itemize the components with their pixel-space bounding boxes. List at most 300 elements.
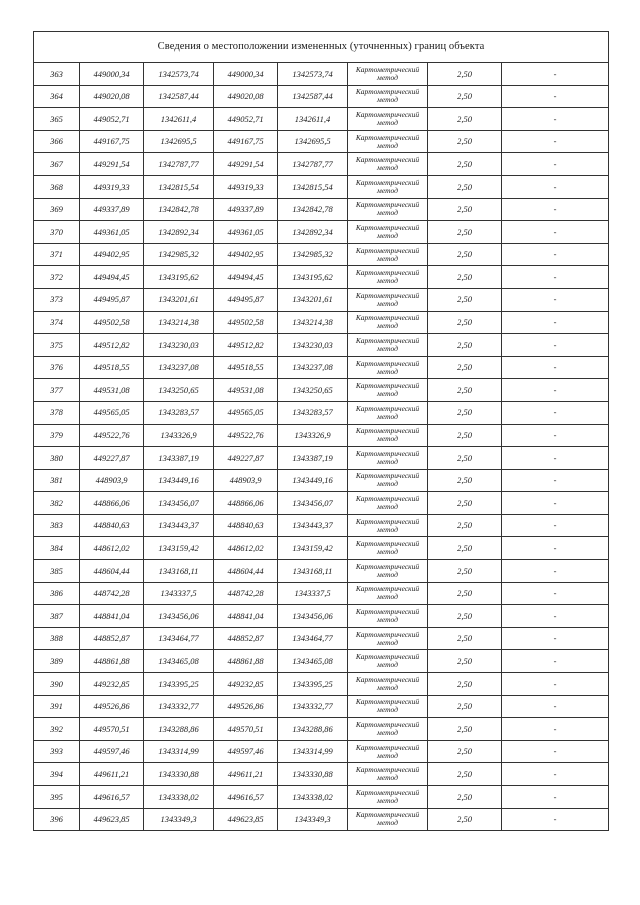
cell-x-existing: 449000,34 — [80, 63, 144, 86]
cell-note: - — [502, 356, 609, 379]
cell-accuracy: 2,50 — [428, 356, 502, 379]
cell-y-existing: 1343349,3 — [144, 808, 214, 831]
cell-accuracy: 2,50 — [428, 560, 502, 583]
table-row — [34, 718, 609, 741]
cell-x-existing: 449531,08 — [80, 379, 144, 402]
cell-accuracy: 2,50 — [428, 288, 502, 311]
cell-y-existing: 1343464,77 — [144, 627, 214, 650]
cell-accuracy: 2,50 — [428, 130, 502, 153]
cell-note: - — [502, 808, 609, 831]
cell-x-existing: 449616,57 — [80, 786, 144, 809]
cell-method: Картометрический метод — [348, 379, 428, 402]
cell-accuracy: 2,50 — [428, 492, 502, 515]
cell-note: - — [502, 582, 609, 605]
cell-point-number: 393 — [34, 740, 80, 763]
cell-y-existing: 1343288,86 — [144, 718, 214, 741]
table-row — [34, 379, 609, 402]
cell-note: - — [502, 447, 609, 470]
cell-note: - — [502, 175, 609, 198]
table-title: Сведения о местоположении измененных (уточненных) границ объекта — [34, 32, 609, 63]
cell-point-number: 363 — [34, 63, 80, 86]
cell-x-existing: 449232,85 — [80, 673, 144, 696]
table-row — [34, 266, 609, 289]
cell-y-new: 1343387,19 — [278, 447, 348, 470]
cell-y-existing: 1343159,42 — [144, 537, 214, 560]
table-row — [34, 243, 609, 266]
document-page — [33, 31, 608, 831]
cell-y-existing: 1343456,06 — [144, 605, 214, 628]
cell-note: - — [502, 786, 609, 809]
cell-y-existing: 1343449,16 — [144, 469, 214, 492]
cell-note: - — [502, 130, 609, 153]
cell-accuracy: 2,50 — [428, 537, 502, 560]
cell-note: - — [502, 63, 609, 86]
cell-method: Картометрический метод — [348, 356, 428, 379]
cell-accuracy: 2,50 — [428, 221, 502, 244]
cell-point-number: 389 — [34, 650, 80, 673]
cell-y-new: 1342892,34 — [278, 221, 348, 244]
cell-x-existing: 448840,63 — [80, 514, 144, 537]
cell-point-number: 383 — [34, 514, 80, 537]
cell-method: Картометрический метод — [348, 85, 428, 108]
cell-y-new: 1343456,07 — [278, 492, 348, 515]
cell-y-new: 1343349,3 — [278, 808, 348, 831]
cell-y-new: 1343332,77 — [278, 695, 348, 718]
cell-note: - — [502, 537, 609, 560]
cell-y-new: 1342611,4 — [278, 108, 348, 131]
cell-point-number: 367 — [34, 153, 80, 176]
cell-y-new: 1343443,37 — [278, 514, 348, 537]
cell-y-new: 1343395,25 — [278, 673, 348, 696]
cell-method: Картометрический метод — [348, 334, 428, 357]
cell-x-existing: 449319,33 — [80, 175, 144, 198]
cell-point-number: 396 — [34, 808, 80, 831]
cell-x-existing: 449522,76 — [80, 424, 144, 447]
table-row — [34, 740, 609, 763]
cell-x-new: 449502,58 — [214, 311, 278, 334]
cell-accuracy: 2,50 — [428, 424, 502, 447]
cell-x-existing: 449565,05 — [80, 401, 144, 424]
cell-point-number: 373 — [34, 288, 80, 311]
table-row — [34, 673, 609, 696]
table-row — [34, 288, 609, 311]
cell-accuracy: 2,50 — [428, 582, 502, 605]
cell-accuracy: 2,50 — [428, 334, 502, 357]
cell-x-existing: 449402,95 — [80, 243, 144, 266]
cell-note: - — [502, 153, 609, 176]
cell-x-existing: 449495,87 — [80, 288, 144, 311]
cell-x-new: 449526,86 — [214, 695, 278, 718]
cell-method: Картометрический метод — [348, 130, 428, 153]
cell-method: Картометрический метод — [348, 740, 428, 763]
cell-method: Картометрический метод — [348, 243, 428, 266]
cell-point-number: 387 — [34, 605, 80, 628]
cell-accuracy: 2,50 — [428, 627, 502, 650]
table-row — [34, 447, 609, 470]
cell-y-existing: 1343387,19 — [144, 447, 214, 470]
cell-y-new: 1343237,08 — [278, 356, 348, 379]
cell-note: - — [502, 424, 609, 447]
cell-accuracy: 2,50 — [428, 514, 502, 537]
cell-note: - — [502, 334, 609, 357]
cell-accuracy: 2,50 — [428, 447, 502, 470]
cell-y-existing: 1343201,61 — [144, 288, 214, 311]
cell-y-new: 1343330,88 — [278, 763, 348, 786]
table-row — [34, 560, 609, 583]
cell-y-existing: 1342787,77 — [144, 153, 214, 176]
cell-x-existing: 449623,85 — [80, 808, 144, 831]
cell-point-number: 378 — [34, 401, 80, 424]
cell-point-number: 392 — [34, 718, 80, 741]
cell-y-existing: 1342587,44 — [144, 85, 214, 108]
cell-point-number: 390 — [34, 673, 80, 696]
cell-note: - — [502, 243, 609, 266]
table-row — [34, 763, 609, 786]
cell-method: Картометрический метод — [348, 266, 428, 289]
cell-point-number: 372 — [34, 266, 80, 289]
cell-x-new: 449000,34 — [214, 63, 278, 86]
cell-accuracy: 2,50 — [428, 85, 502, 108]
cell-method: Картометрический метод — [348, 311, 428, 334]
cell-x-existing: 449518,55 — [80, 356, 144, 379]
cell-y-new: 1343283,57 — [278, 401, 348, 424]
table-row — [34, 63, 609, 86]
cell-method: Картометрический метод — [348, 718, 428, 741]
cell-method: Картометрический метод — [348, 808, 428, 831]
cell-point-number: 388 — [34, 627, 80, 650]
cell-y-existing: 1343395,25 — [144, 673, 214, 696]
cell-y-new: 1343214,38 — [278, 311, 348, 334]
cell-x-new: 449402,95 — [214, 243, 278, 266]
cell-point-number: 386 — [34, 582, 80, 605]
cell-x-existing: 448852,87 — [80, 627, 144, 650]
cell-accuracy: 2,50 — [428, 605, 502, 628]
cell-x-new: 449623,85 — [214, 808, 278, 831]
cell-method: Картометрический метод — [348, 221, 428, 244]
cell-accuracy: 2,50 — [428, 175, 502, 198]
cell-x-existing: 449337,89 — [80, 198, 144, 221]
cell-x-new: 449611,21 — [214, 763, 278, 786]
cell-x-existing: 449570,51 — [80, 718, 144, 741]
cell-x-existing: 449291,54 — [80, 153, 144, 176]
cell-y-new: 1342985,32 — [278, 243, 348, 266]
cell-accuracy: 2,50 — [428, 740, 502, 763]
table-row — [34, 582, 609, 605]
cell-method: Картометрический метод — [348, 627, 428, 650]
cell-point-number: 364 — [34, 85, 80, 108]
cell-y-new: 1343465,08 — [278, 650, 348, 673]
cell-x-new: 448841,04 — [214, 605, 278, 628]
cell-y-new: 1343195,62 — [278, 266, 348, 289]
cell-y-new: 1342573,74 — [278, 63, 348, 86]
cell-method: Картометрический метод — [348, 605, 428, 628]
cell-method: Картометрический метод — [348, 492, 428, 515]
cell-y-existing: 1343168,11 — [144, 560, 214, 583]
cell-point-number: 377 — [34, 379, 80, 402]
cell-point-number: 370 — [34, 221, 80, 244]
cell-y-existing: 1342611,4 — [144, 108, 214, 131]
cell-method: Картометрический метод — [348, 695, 428, 718]
cell-x-new: 449291,54 — [214, 153, 278, 176]
cell-y-existing: 1343214,38 — [144, 311, 214, 334]
cell-note: - — [502, 627, 609, 650]
table-row — [34, 627, 609, 650]
cell-y-new: 1343338,02 — [278, 786, 348, 809]
cell-note: - — [502, 718, 609, 741]
table-row — [34, 650, 609, 673]
cell-y-new: 1343201,61 — [278, 288, 348, 311]
cell-x-new: 448903,9 — [214, 469, 278, 492]
cell-x-existing: 449227,87 — [80, 447, 144, 470]
cell-accuracy: 2,50 — [428, 401, 502, 424]
cell-y-new: 1342587,44 — [278, 85, 348, 108]
cell-method: Картометрический метод — [348, 108, 428, 131]
cell-accuracy: 2,50 — [428, 763, 502, 786]
cell-x-existing: 449361,05 — [80, 221, 144, 244]
cell-note: - — [502, 221, 609, 244]
cell-x-existing: 449020,08 — [80, 85, 144, 108]
cell-accuracy: 2,50 — [428, 673, 502, 696]
cell-x-existing: 448903,9 — [80, 469, 144, 492]
cell-x-new: 449570,51 — [214, 718, 278, 741]
cell-x-existing: 449494,45 — [80, 266, 144, 289]
table-row — [34, 108, 609, 131]
cell-y-new: 1343337,5 — [278, 582, 348, 605]
cell-method: Картометрический метод — [348, 288, 428, 311]
cell-note: - — [502, 379, 609, 402]
cell-y-existing: 1343337,5 — [144, 582, 214, 605]
cell-y-new: 1343326,9 — [278, 424, 348, 447]
cell-point-number: 374 — [34, 311, 80, 334]
table-title-row — [34, 32, 609, 63]
cell-y-existing: 1342573,74 — [144, 63, 214, 86]
table-row — [34, 401, 609, 424]
cell-x-existing: 449611,21 — [80, 763, 144, 786]
cell-accuracy: 2,50 — [428, 808, 502, 831]
cell-note: - — [502, 560, 609, 583]
table-row — [34, 605, 609, 628]
cell-x-new: 449616,57 — [214, 786, 278, 809]
cell-point-number: 384 — [34, 537, 80, 560]
cell-x-existing: 449597,46 — [80, 740, 144, 763]
cell-point-number: 385 — [34, 560, 80, 583]
cell-note: - — [502, 401, 609, 424]
table-row — [34, 311, 609, 334]
cell-method: Картометрический метод — [348, 424, 428, 447]
cell-x-new: 449494,45 — [214, 266, 278, 289]
cell-point-number: 365 — [34, 108, 80, 131]
cell-note: - — [502, 85, 609, 108]
cell-y-existing: 1343338,02 — [144, 786, 214, 809]
cell-point-number: 381 — [34, 469, 80, 492]
cell-method: Картометрический метод — [348, 673, 428, 696]
table-row — [34, 85, 609, 108]
cell-y-new: 1343288,86 — [278, 718, 348, 741]
cell-x-existing: 449526,86 — [80, 695, 144, 718]
table-row — [34, 198, 609, 221]
cell-x-new: 449495,87 — [214, 288, 278, 311]
cell-x-new: 449227,87 — [214, 447, 278, 470]
cell-x-existing: 448612,02 — [80, 537, 144, 560]
cell-method: Картометрический метод — [348, 560, 428, 583]
cell-x-new: 449597,46 — [214, 740, 278, 763]
cell-y-existing: 1343230,03 — [144, 334, 214, 357]
cell-point-number: 369 — [34, 198, 80, 221]
cell-y-new: 1343449,16 — [278, 469, 348, 492]
cell-x-new: 449319,33 — [214, 175, 278, 198]
table-row — [34, 786, 609, 809]
cell-method: Картометрический метод — [348, 582, 428, 605]
table-row — [34, 808, 609, 831]
cell-method: Картометрический метод — [348, 175, 428, 198]
cell-y-existing: 1342815,54 — [144, 175, 214, 198]
cell-method: Картометрический метод — [348, 401, 428, 424]
table-row — [34, 356, 609, 379]
cell-point-number: 380 — [34, 447, 80, 470]
cell-accuracy: 2,50 — [428, 266, 502, 289]
cell-x-new: 448742,28 — [214, 582, 278, 605]
cell-point-number: 366 — [34, 130, 80, 153]
table-row — [34, 695, 609, 718]
cell-note: - — [502, 198, 609, 221]
cell-x-existing: 448604,44 — [80, 560, 144, 583]
boundary-coordinates-table — [33, 31, 609, 831]
cell-note: - — [502, 311, 609, 334]
cell-note: - — [502, 514, 609, 537]
cell-y-existing: 1343326,9 — [144, 424, 214, 447]
cell-accuracy: 2,50 — [428, 63, 502, 86]
cell-note: - — [502, 492, 609, 515]
cell-x-existing: 448866,06 — [80, 492, 144, 515]
table-row — [34, 514, 609, 537]
cell-accuracy: 2,50 — [428, 198, 502, 221]
cell-x-new: 448840,63 — [214, 514, 278, 537]
cell-y-new: 1343168,11 — [278, 560, 348, 583]
cell-y-existing: 1343250,65 — [144, 379, 214, 402]
cell-accuracy: 2,50 — [428, 153, 502, 176]
cell-y-new: 1342695,5 — [278, 130, 348, 153]
cell-x-new: 449565,05 — [214, 401, 278, 424]
cell-y-existing: 1343330,88 — [144, 763, 214, 786]
cell-y-new: 1343159,42 — [278, 537, 348, 560]
cell-point-number: 395 — [34, 786, 80, 809]
cell-y-existing: 1342695,5 — [144, 130, 214, 153]
table-row — [34, 175, 609, 198]
cell-x-new: 449531,08 — [214, 379, 278, 402]
cell-x-existing: 449512,82 — [80, 334, 144, 357]
cell-method: Картометрический метод — [348, 198, 428, 221]
cell-note: - — [502, 266, 609, 289]
table-row — [34, 130, 609, 153]
table-row — [34, 492, 609, 515]
cell-method: Картометрический метод — [348, 763, 428, 786]
cell-method: Картометрический метод — [348, 514, 428, 537]
cell-accuracy: 2,50 — [428, 650, 502, 673]
cell-y-existing: 1342985,32 — [144, 243, 214, 266]
table-row — [34, 221, 609, 244]
cell-y-new: 1343230,03 — [278, 334, 348, 357]
cell-x-existing: 448742,28 — [80, 582, 144, 605]
cell-point-number: 391 — [34, 695, 80, 718]
cell-x-existing: 449167,75 — [80, 130, 144, 153]
cell-point-number: 368 — [34, 175, 80, 198]
cell-y-existing: 1343332,77 — [144, 695, 214, 718]
cell-point-number: 376 — [34, 356, 80, 379]
cell-x-new: 449337,89 — [214, 198, 278, 221]
cell-y-existing: 1343237,08 — [144, 356, 214, 379]
cell-point-number: 375 — [34, 334, 80, 357]
cell-method: Картометрический метод — [348, 153, 428, 176]
cell-method: Картометрический метод — [348, 786, 428, 809]
cell-y-new: 1343456,06 — [278, 605, 348, 628]
cell-accuracy: 2,50 — [428, 718, 502, 741]
cell-x-existing: 448861,88 — [80, 650, 144, 673]
cell-x-new: 449020,08 — [214, 85, 278, 108]
cell-note: - — [502, 740, 609, 763]
cell-point-number: 379 — [34, 424, 80, 447]
cell-x-new: 449232,85 — [214, 673, 278, 696]
table-row — [34, 469, 609, 492]
cell-x-existing: 449052,71 — [80, 108, 144, 131]
cell-accuracy: 2,50 — [428, 243, 502, 266]
cell-method: Картометрический метод — [348, 537, 428, 560]
cell-y-new: 1343464,77 — [278, 627, 348, 650]
cell-y-existing: 1343443,37 — [144, 514, 214, 537]
cell-accuracy: 2,50 — [428, 108, 502, 131]
cell-accuracy: 2,50 — [428, 311, 502, 334]
cell-point-number: 382 — [34, 492, 80, 515]
cell-y-new: 1343314,99 — [278, 740, 348, 763]
cell-point-number: 371 — [34, 243, 80, 266]
cell-x-new: 449518,55 — [214, 356, 278, 379]
cell-method: Картометрический метод — [348, 469, 428, 492]
cell-x-new: 449512,82 — [214, 334, 278, 357]
cell-accuracy: 2,50 — [428, 379, 502, 402]
cell-note: - — [502, 673, 609, 696]
cell-note: - — [502, 288, 609, 311]
cell-x-existing: 448841,04 — [80, 605, 144, 628]
cell-y-new: 1342842,78 — [278, 198, 348, 221]
cell-method: Картометрический метод — [348, 447, 428, 470]
cell-method: Картометрический метод — [348, 63, 428, 86]
cell-x-new: 448612,02 — [214, 537, 278, 560]
cell-accuracy: 2,50 — [428, 695, 502, 718]
cell-note: - — [502, 108, 609, 131]
cell-y-existing: 1343195,62 — [144, 266, 214, 289]
table-row — [34, 334, 609, 357]
cell-note: - — [502, 763, 609, 786]
cell-x-new: 449167,75 — [214, 130, 278, 153]
cell-x-new: 448866,06 — [214, 492, 278, 515]
table-row — [34, 424, 609, 447]
cell-y-existing: 1342842,78 — [144, 198, 214, 221]
cell-note: - — [502, 605, 609, 628]
cell-y-existing: 1343465,08 — [144, 650, 214, 673]
cell-y-existing: 1343283,57 — [144, 401, 214, 424]
cell-accuracy: 2,50 — [428, 469, 502, 492]
cell-point-number: 394 — [34, 763, 80, 786]
cell-y-existing: 1343314,99 — [144, 740, 214, 763]
table-row — [34, 537, 609, 560]
cell-method: Картометрический метод — [348, 650, 428, 673]
cell-x-new: 448604,44 — [214, 560, 278, 583]
cell-y-existing: 1342892,34 — [144, 221, 214, 244]
cell-y-new: 1342787,77 — [278, 153, 348, 176]
cell-y-new: 1342815,54 — [278, 175, 348, 198]
cell-x-new: 449361,05 — [214, 221, 278, 244]
table-row — [34, 153, 609, 176]
cell-x-existing: 449502,58 — [80, 311, 144, 334]
